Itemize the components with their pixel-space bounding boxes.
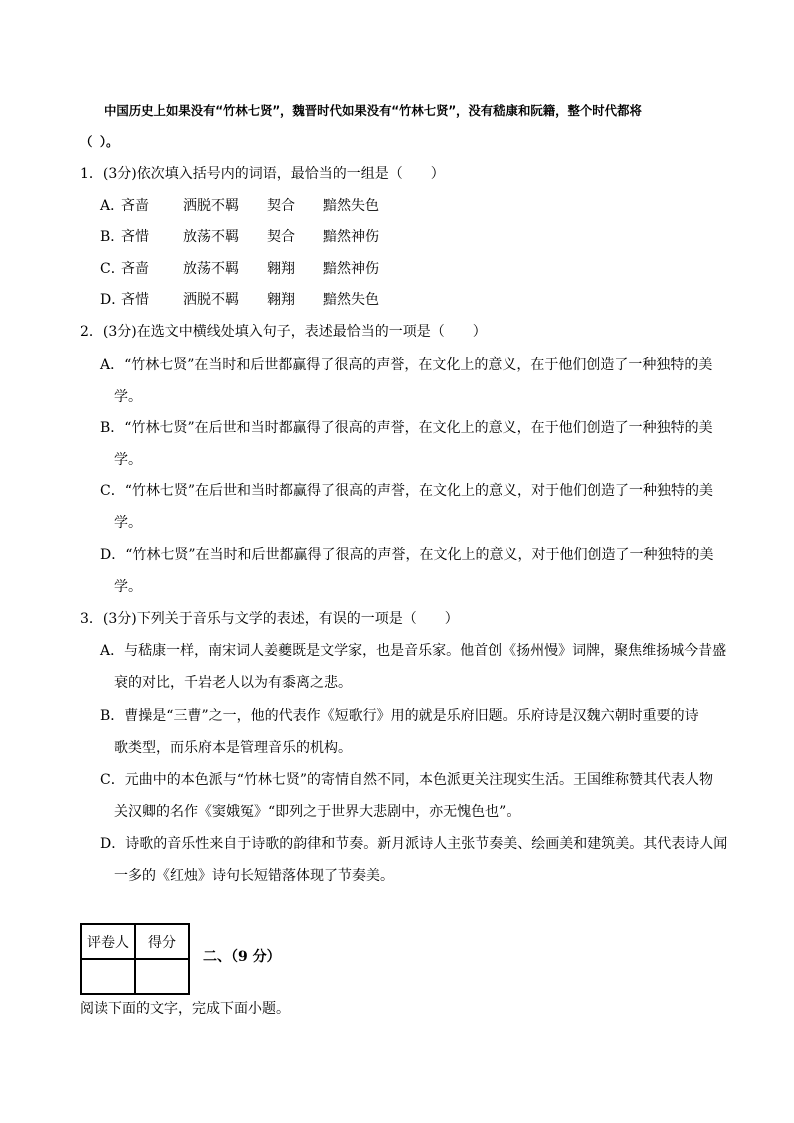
q3-option-a-line2: 衰的对比，千岩老人以为有黍离之悲。 xyxy=(114,675,352,691)
q2-option-a-line1: A．“竹林七贤”在当时和后世都赢得了很高的声誉，在文化上的意义，在于他们创造了一种独特的美 xyxy=(100,357,713,373)
option-letter: C． xyxy=(100,261,125,277)
option-word: 黯然失色 xyxy=(323,292,379,308)
score-header: 得分 xyxy=(135,924,189,959)
option-word: 黯然神伤 xyxy=(323,229,379,245)
option-letter: B． xyxy=(100,229,125,245)
option-word: 翱翔 xyxy=(267,292,295,308)
grader-cell[interactable] xyxy=(81,959,135,994)
q3-option-b-line1: B．曹操是“三曹”之一，他的代表作《短歌行》用的就是乐府旧题。乐府诗是汉魏六朝时重要的诗 xyxy=(100,708,699,724)
q2-stem: 2．(3分)在选文中横线处填入句子，表述最恰当的一项是（ ） xyxy=(80,324,487,340)
option-word: 吝啬 xyxy=(121,198,149,214)
q2-option-b-line2: 学。 xyxy=(114,452,142,468)
q1-stem: 1．(3分)依次填入括号内的词语，最恰当的一组是（ ） xyxy=(80,166,445,182)
option-word: 放荡不羁 xyxy=(183,261,239,277)
q3-option-d-line1: D．诗歌的音乐性来自于诗歌的韵律和节奏。新月派诗人主张节奏美、绘画美和建筑美。其代表诗人闻 xyxy=(100,836,728,852)
option-word: 吝惜 xyxy=(121,229,149,245)
q2-option-b-line1: B．“竹林七贤”在后世和当时都赢得了很高的声誉，在文化上的意义，在于他们创造了一种独特的美 xyxy=(100,420,713,436)
option-word: 契合 xyxy=(267,198,295,214)
q2-option-c-line2: 学。 xyxy=(114,515,142,531)
q3-option-a-line1: A．与嵇康一样，南宋词人姜夔既是文学家，也是音乐家。他首创《扬州慢》词牌，聚焦维扬城今昔盛 xyxy=(100,643,727,659)
option-word: 放荡不羁 xyxy=(183,229,239,245)
q3-option-c-line2: 关汉卿的名作《窦娥冤》“即列之于世界大悲剧中，亦无愧色也”。 xyxy=(114,804,521,820)
option-word: 黯然神伤 xyxy=(323,261,379,277)
score-table xyxy=(80,923,190,995)
option-word: 黯然失色 xyxy=(323,198,379,214)
q2-option-d-line2: 学。 xyxy=(114,579,142,595)
option-letter: D． xyxy=(100,292,126,308)
intro-line-1: 中国历史上如果没有“竹林七贤”，魏晋时代如果没有“竹林七贤”，没有嵇康和阮籍，整个时代都将 xyxy=(104,103,642,118)
grader-header: 评卷人 xyxy=(81,924,135,959)
option-word: 翱翔 xyxy=(267,261,295,277)
section-2-instruction: 阅读下面的文字，完成下面小题。 xyxy=(80,1001,290,1017)
q2-option-a-line2: 学。 xyxy=(114,389,142,405)
q3-option-c-line1: C．元曲中的本色派与“竹林七贤”的寄情自然不同，本色派更关注现实生活。王国维称赞其代表人物 xyxy=(100,772,714,788)
option-word: 吝啬 xyxy=(121,261,149,277)
score-cell[interactable] xyxy=(135,959,189,994)
intro-line-2: （ ）。 xyxy=(80,134,119,149)
option-word: 洒脱不羁 xyxy=(183,198,239,214)
q2-option-d-line1: D．“竹林七贤”在当时和后世都赢得了很高的声誉，在文化上的意义，对于他们创造了一种独特的美 xyxy=(100,547,714,563)
q3-option-d-line2: 一多的《红烛》诗句长短错落体现了节奏美。 xyxy=(114,868,394,884)
q3-option-b-line2: 歌类型，而乐府本是管理音乐的机构。 xyxy=(114,740,352,756)
option-word: 吝惜 xyxy=(121,292,149,308)
section-2-title: 二、（9 分） xyxy=(203,949,281,965)
option-word: 洒脱不羁 xyxy=(183,292,239,308)
q3-stem: 3．(3分)下列关于音乐与文学的表述，有误的一项是（ ） xyxy=(80,611,459,627)
q2-option-c-line1: C．“竹林七贤”在后世和当时都赢得了很高的声誉，在文化上的意义，对于他们创造了一种独特的美 xyxy=(100,483,714,499)
option-word: 契合 xyxy=(267,229,295,245)
option-letter: A． xyxy=(100,198,125,214)
